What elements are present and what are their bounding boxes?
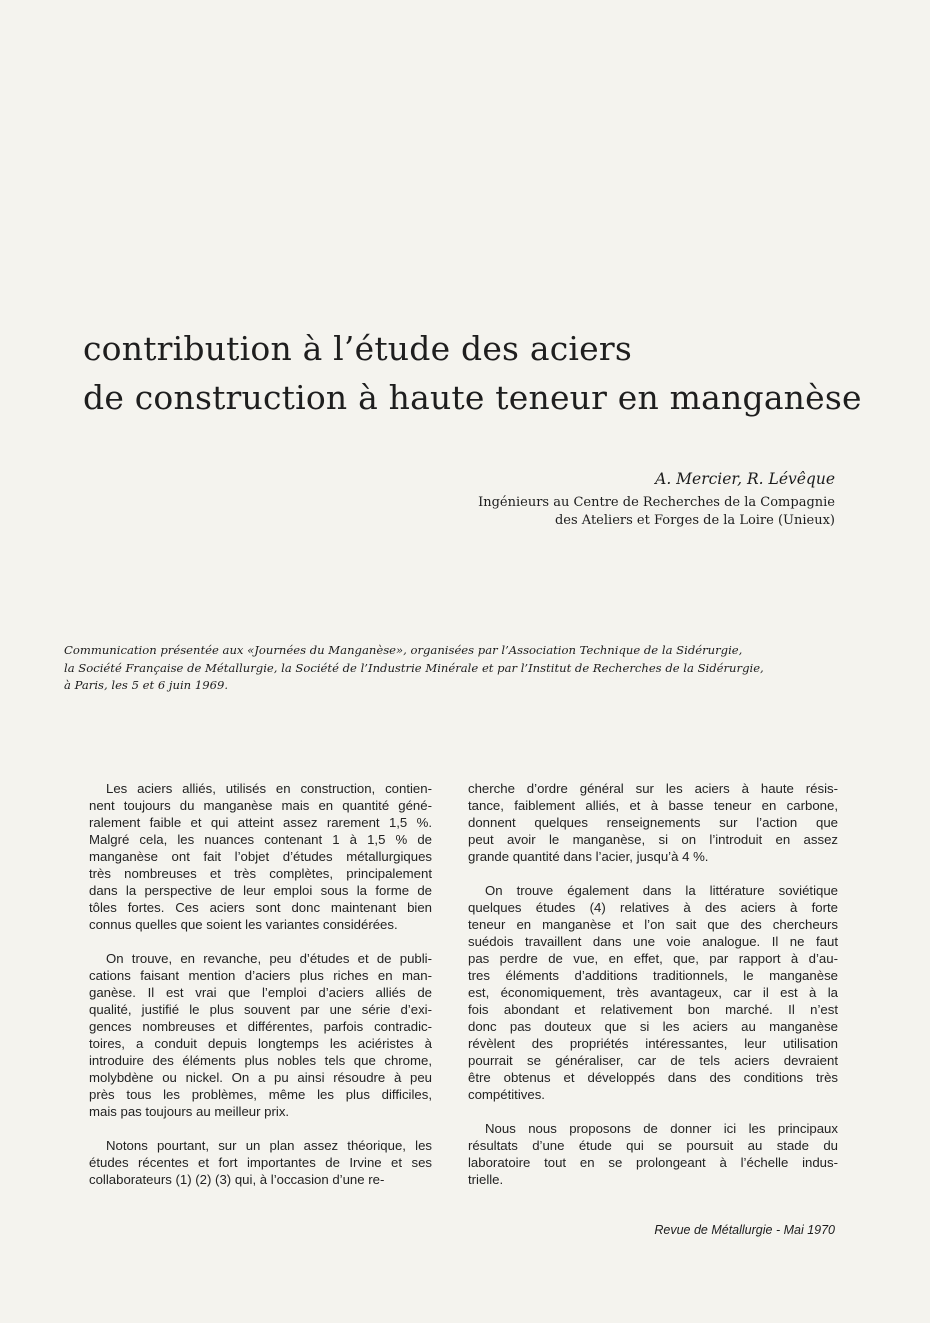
text-line: résultats d’une étude qui se poursuit au stade du — [468, 1138, 838, 1153]
text-line: introduire des éléments plus nobles tels que chrome, — [89, 1053, 432, 1068]
journal-footer: Revue de Métallurgie - Mai 1970 — [654, 1223, 835, 1237]
communication-note — [64, 642, 864, 695]
text-line: près tous les problèmes, même les plus difficiles, — [89, 1087, 432, 1102]
text-line: quelques études (4) relatives à des aciers à forte — [468, 900, 838, 915]
title-line-2: de construction à haute teneur en manganèse — [83, 378, 862, 417]
text-line: mais pas toujours au meilleur prix. — [89, 1104, 290, 1119]
text-line: tres éléments d’additions traditionnels, le manganèse — [468, 968, 838, 983]
text-line: études récentes et fort importantes de Irvine et ses — [89, 1155, 432, 1170]
text-line: pourrait se généraliser, car de tels aciers devraient — [468, 1053, 838, 1068]
text-line: donc pas douteux que si les aciers au manganèse — [468, 1019, 838, 1034]
text-line: grande quantité dans l’acier, jusqu’à 4 %. — [468, 849, 709, 864]
text-line: nent toujours du manganèse mais en quantité géné- — [89, 798, 432, 813]
text-line: Malgré cela, les nuances contenant 1 à 1,5 % de — [89, 832, 432, 847]
left-column — [89, 780, 432, 1205]
text-line: molybdène ou nickel. On a pu ainsi résoudre à peu — [89, 1070, 432, 1085]
title-line-1: contribution à l’étude des aciers — [83, 329, 633, 368]
text-line: peut avoir le manganèse, si on l’introduit en assez — [468, 832, 838, 847]
text-line: On trouve, en revanche, peu d’études et de publi- — [106, 951, 432, 966]
affiliation — [478, 494, 835, 530]
text-line: cations faisant mention d’aciers plus riches en man- — [89, 968, 432, 983]
communication-line-3: à Paris, les 5 et 6 juin 1969. — [64, 678, 229, 692]
text-line: cherche d’ordre général sur les aciers à haute résis- — [468, 781, 838, 796]
text-line: dans la perspective de leur emploi sous la forme de — [89, 883, 432, 898]
authors: A. Mercier, R. Lévêque — [655, 470, 835, 488]
text-line: collaborateurs (1) (2) (3) qui, à l’occasion d’une re- — [89, 1172, 385, 1187]
paragraph — [89, 950, 432, 1120]
text-line: toires, a conduit depuis longtemps les aciéristes à — [89, 1036, 432, 1051]
text-line: laboratoire tout en se prolongeant à l’échelle indus- — [468, 1155, 838, 1170]
text-line: est, économiquement, très avantageux, car il est à la — [468, 985, 838, 1000]
text-line: manganèse ont fait l’objet d’études métallurgiques — [89, 849, 432, 864]
text-line: On trouve également dans la littérature soviétique — [485, 883, 838, 898]
paragraph — [468, 882, 838, 1103]
text-line: très nombreuses et très complètes, principalement — [89, 866, 432, 881]
paragraph — [89, 780, 432, 933]
paragraph — [468, 1120, 838, 1188]
text-line: donnent quelques renseignements sur l’action que — [468, 815, 838, 830]
communication-line-1: Communication présentée aux «Journées du Manganèse», organisées par l’Association Technique de la Sidérurgie, — [64, 643, 743, 657]
text-line: être obtenus et développés dans des conditions très — [468, 1070, 838, 1085]
text-line: gences nombreuses et différentes, parfois contradic- — [89, 1019, 432, 1034]
text-line: Notons pourtant, sur un plan assez théorique, les — [106, 1138, 432, 1153]
affiliation-line-2: des Ateliers et Forges de la Loire (Unieux) — [554, 513, 835, 528]
text-line: teneur en manganèse et l’on sait que des chercheurs — [468, 917, 838, 932]
text-line: qualité, justifié le plus souvent par une série d’exi- — [89, 1002, 432, 1017]
text-line: trielle. — [468, 1172, 504, 1187]
text-line: révèlent des propriétés intéressantes, leur utilisation — [468, 1036, 838, 1051]
paragraph — [468, 780, 838, 865]
text-line: compétitives. — [468, 1087, 545, 1102]
text-line: ralement faible et qui atteint assez rarement 1,5 %. — [89, 815, 432, 830]
right-column — [468, 780, 838, 1205]
communication-line-2: la Société Française de Métallurgie, la Société de l’Industrie Minérale et par l’Institut de Recherches de la Sidérurgie, — [64, 660, 764, 675]
text-line: connus quelles que soient les variantes considérées. — [89, 917, 398, 932]
text-line: suédois travaillent dans une voie analogue. Il ne faut — [468, 934, 838, 949]
text-line: tance, faiblement alliés, et à basse teneur en carbone, — [468, 798, 838, 813]
text-line: fois abondant et relativement bon marché. Il n’est — [468, 1002, 838, 1017]
text-line: Les aciers alliés, utilisés en construction, contien- — [106, 781, 432, 796]
text-line: Nous nous proposons de donner ici les principaux — [485, 1121, 838, 1136]
paragraph — [89, 1137, 432, 1188]
text-line: tôles fortes. Ces aciers sont donc maintenant bien — [89, 900, 432, 915]
text-line: ganèse. Il est vrai que l’emploi d’aciers alliés de — [89, 985, 432, 1000]
article-title — [83, 324, 883, 422]
text-line: pas perdre de vue, en effet, que, par rapport à d’au- — [468, 951, 838, 966]
affiliation-line-1: Ingénieurs au Centre de Recherches de la Compagnie — [478, 495, 835, 510]
